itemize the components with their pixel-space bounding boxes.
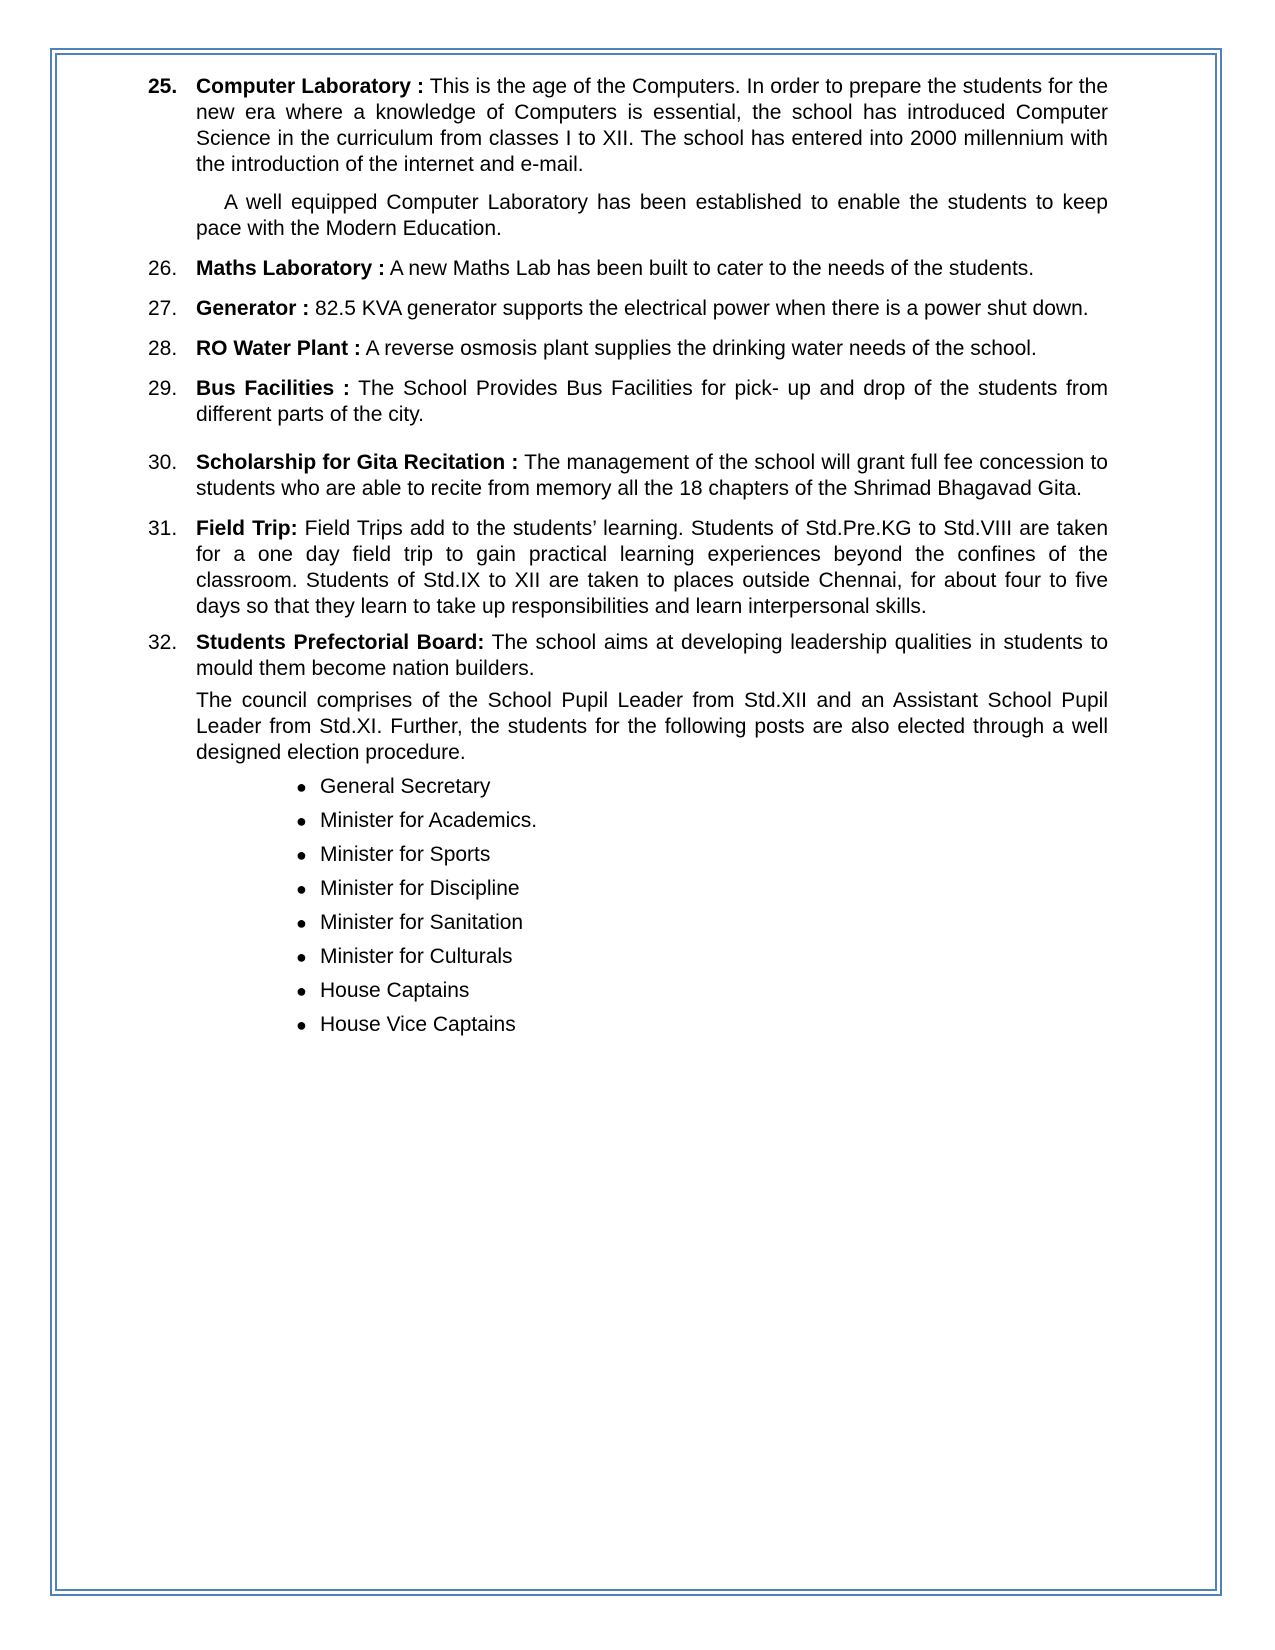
bullet-icon: ● <box>296 947 307 967</box>
item-title: RO Water Plant : <box>196 337 361 360</box>
item-extra-paragraph: The council comprises of the School Pupil Leader from Std.XII and an Assistant School Pupil Leader from Std.XI. Further, the students for the following posts are also elected through a well designed election procedure. <box>196 689 1108 764</box>
list-item: ● Minister for Culturals <box>296 945 513 968</box>
list-item: ● House Captains <box>296 979 470 1002</box>
list-item-gita-scholarship <box>148 450 1108 502</box>
posts-list <box>196 774 1108 1046</box>
item-text: A new Maths Lab has been built to cater to the needs of the students. <box>385 257 1035 280</box>
list-item: ● Minister for Discipline <box>296 877 520 900</box>
bullet-icon: ● <box>296 913 307 933</box>
item-number: 28. <box>148 337 178 360</box>
list-item: ● General Secretary <box>296 775 491 798</box>
bullet-icon: ● <box>296 981 307 1001</box>
item-title: Field Trip: <box>196 517 298 540</box>
item-title: Students Prefectorial Board: <box>196 631 485 654</box>
item-text: 82.5 KVA generator supports the electrical power when there is a power shut down. <box>309 297 1089 320</box>
list-item-prefectorial-board <box>148 630 1108 1046</box>
list-item-computer-laboratory <box>148 74 1108 242</box>
item-title: Computer Laboratory : <box>196 75 425 98</box>
list-item-bus-facilities <box>148 376 1108 428</box>
item-number: 26. <box>148 257 178 280</box>
bullet-icon: ● <box>296 777 307 797</box>
bullet-icon: ● <box>296 845 307 865</box>
bullet-icon: ● <box>296 1015 307 1035</box>
list-item: ● Minister for Academics. <box>296 809 538 832</box>
item-title: Bus Facilities : <box>196 377 350 400</box>
item-text: The School Provides Bus Facilities for pick- up and drop of the students from different parts of the city. <box>196 377 1108 426</box>
item-extra-paragraph: A well equipped Computer Laboratory has been established to enable the students to keep pace with the Modern Education. <box>196 191 1108 240</box>
list-item-ro-water-plant <box>148 336 1108 362</box>
item-number: 27. <box>148 297 178 320</box>
item-text: The management of the school will grant full fee concession to students who are able to recite from memory all the 18 chapters of the Shrimad Bhagavad Gita. <box>196 451 1108 500</box>
document-body <box>148 74 1108 1060</box>
item-title: Generator : <box>196 297 310 320</box>
item-text: This is the age of the Computers. In order to prepare the students for the new era where a knowledge of Computers is essential, the school has introduced Computer Science in the curriculum from classes I to XII. The school has entered into 2000 millennium with the introduction of the internet and e-mail. <box>196 75 1108 176</box>
list-item-generator <box>148 296 1108 322</box>
item-text: A reverse osmosis plant supplies the drinking water needs of the school. <box>360 337 1037 360</box>
item-number: 29. <box>148 377 178 400</box>
bullet-icon: ● <box>296 811 307 831</box>
list-item: ● House Vice Captains <box>296 1013 516 1036</box>
bullet-icon: ● <box>296 879 307 899</box>
item-text: Field Trips add to the students’ learning. Students of Std.Pre.KG to Std.VIII are taken for a one day field trip to gain practical learning experiences beyond the confines of the classroom. Students of Std.IX to XII are taken to places outside Chennai, for about four to five days so that they learn to take up responsibilities and learn interpersonal skills. <box>196 517 1109 618</box>
list-item: ● Minister for Sports <box>296 843 491 866</box>
list-item-field-trip <box>148 516 1108 620</box>
item-number: 30. <box>148 451 178 474</box>
item-number: 32. <box>148 631 178 654</box>
item-title: Scholarship for Gita Recitation : <box>196 451 519 474</box>
item-title: Maths Laboratory : <box>196 257 386 280</box>
list-item: ● Minister for Sanitation <box>296 911 524 934</box>
item-number: 31. <box>148 517 178 540</box>
item-number: 25. <box>148 75 178 98</box>
list-item-maths-laboratory <box>148 256 1108 282</box>
item-text: The school aims at developing leadership qualities in students to mould them become nation builders. <box>196 631 1108 680</box>
